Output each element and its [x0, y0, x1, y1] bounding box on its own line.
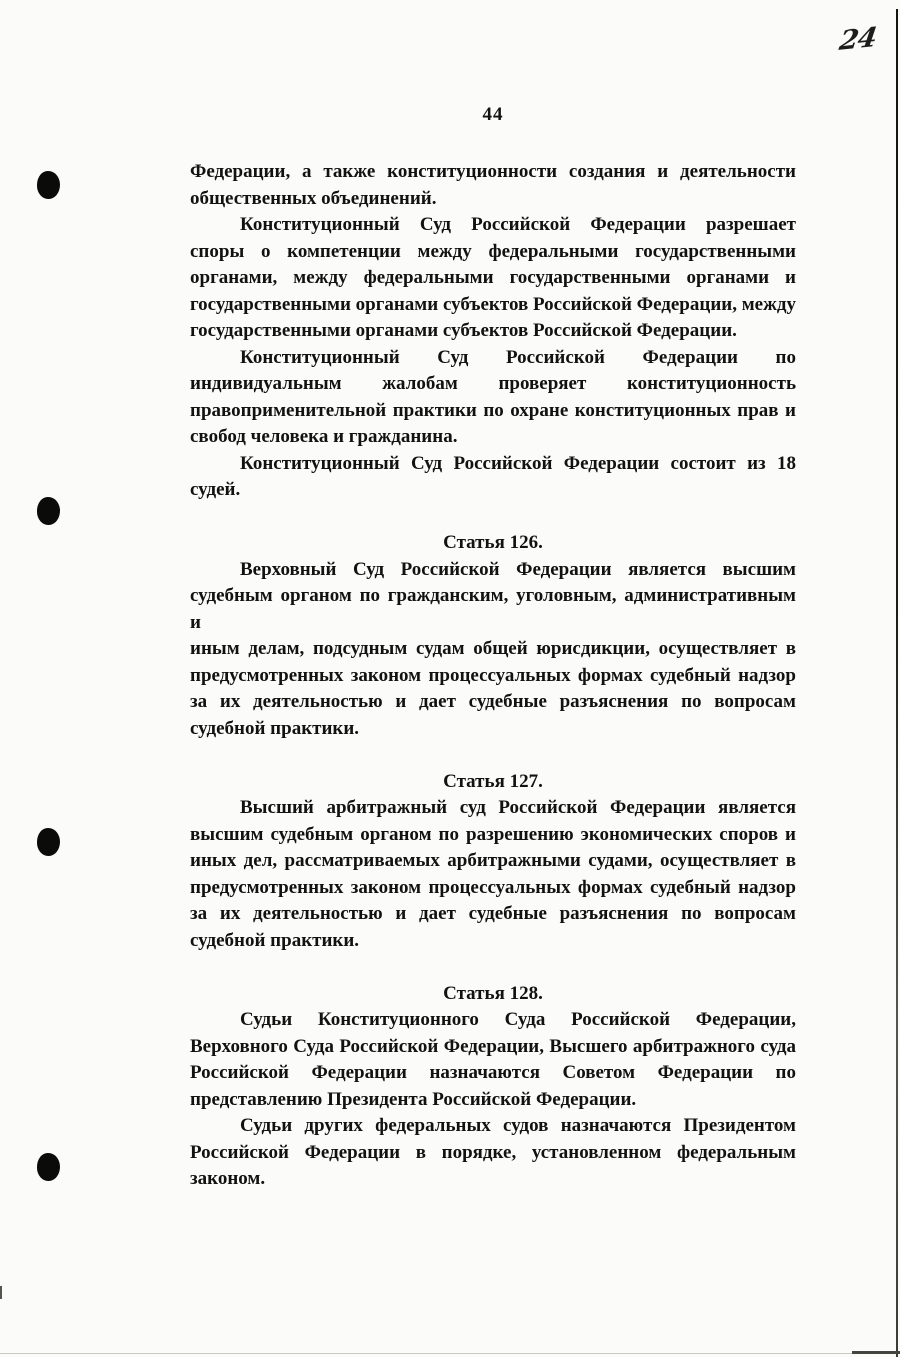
paragraph [190, 1007, 796, 1113]
bottom-right-scan-mark [852, 1351, 900, 1354]
text-line: за их деятельностью и дает судебные разъяснения по вопросам [190, 691, 796, 712]
text-line: Российской Федерации в порядке, установленном федеральным [190, 1141, 796, 1163]
text-line: Судьи других федеральных судов назначаются Президентом [240, 1115, 796, 1136]
text-line: Конституционный Суд Российской Федерации разрешает [240, 214, 796, 235]
text-line: судебным органом по гражданским, уголовным, административным и [190, 585, 796, 633]
text-line: общественных объединений. [190, 187, 437, 209]
page-number: 44 [482, 104, 504, 125]
paragraph [190, 795, 796, 954]
text-line: законом. [190, 1168, 266, 1189]
article-heading: Статья 128. [443, 982, 543, 1004]
text-line: правоприменительной практики по охране конституционных прав и [190, 399, 796, 421]
document-body [190, 159, 796, 1193]
hole-punch-mark [37, 828, 60, 856]
text-line: Высший арбитражный суд Российской Федерации является [240, 797, 796, 818]
text-line: судей. [190, 479, 241, 500]
text-line: Верховного Суда Российской Федерации, Высшего арбитражного суда [190, 1035, 796, 1057]
text-line: Верховный Суд Российской Федерации является высшим [240, 558, 796, 580]
bottom-edge-scan-line [0, 1353, 900, 1354]
text-line: органами, между федеральными государственными органами и [190, 267, 796, 288]
handwritten-folio-number: 24 [837, 22, 879, 57]
text-line: Конституционный Суд Российской Федерации состоит из 18 [240, 452, 796, 474]
text-line: Федерации, а также конституционности создания и деятельности [190, 161, 796, 182]
text-line: Конституционный Суд Российской Федерации по [240, 346, 796, 368]
text-line: предусмотренных законом процессуальных формах судебный надзор [190, 876, 796, 898]
text-line: предусмотренных законом процессуальных формах судебный надзор [190, 664, 796, 686]
article-heading: Статья 126. [443, 532, 543, 553]
paragraph [190, 1113, 796, 1193]
text-line: Судьи Конституционного Суда Российской Федерации, [240, 1009, 796, 1030]
paragraph [190, 159, 796, 212]
paragraph [190, 451, 796, 504]
paragraph [190, 345, 796, 451]
text-line: судебной практики. [190, 717, 360, 739]
text-line: свобод человека и гражданина. [190, 426, 458, 447]
article-heading: Статья 127. [443, 770, 543, 792]
text-line: иных дел, рассматриваемых арбитражными судами, осуществляет в [190, 850, 796, 871]
text-line: государственными органами субъектов Российской Федерации. [190, 320, 737, 341]
text-line: представлению Президента Российской Федерации. [190, 1088, 637, 1110]
hole-punch-mark [37, 171, 60, 199]
paragraph [190, 212, 796, 345]
text-line: Российской Федерации назначаются Советом Федерации по [190, 1062, 796, 1083]
text-line: судебной практики. [190, 929, 360, 951]
paragraph [190, 557, 796, 743]
text-line: иным делам, подсудным судам общей юрисдикции, осуществляет в [190, 638, 796, 659]
right-edge-scan-line [896, 9, 898, 1357]
left-edge-scan-mark [0, 1286, 2, 1299]
text-line: государственными органами субъектов Российской Федерации, между [190, 293, 796, 315]
text-line: индивидуальным жалобам проверяет конституционность [190, 373, 796, 394]
text-line: высшим судебным органом по разрешению экономических споров и [190, 823, 796, 845]
hole-punch-mark [37, 497, 60, 525]
hole-punch-mark [37, 1153, 60, 1181]
text-line: споры о компетенции между федеральными государственными [190, 240, 796, 262]
text-line: за их деятельностью и дает судебные разъяснения по вопросам [190, 903, 796, 924]
